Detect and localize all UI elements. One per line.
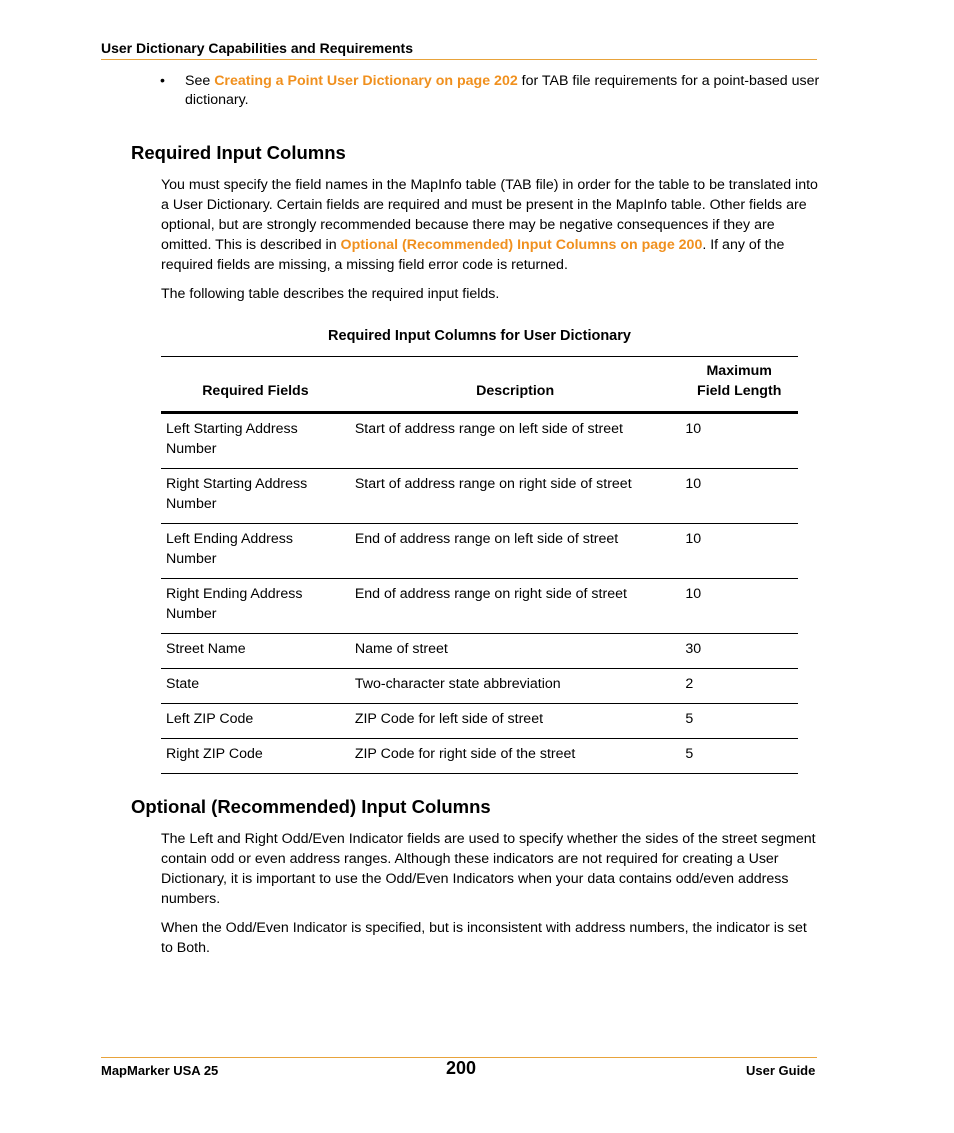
- heading-required-input-columns: Required Input Columns: [131, 142, 346, 163]
- header-max-field-length: [680, 357, 798, 413]
- cell-description: End of address range on right side of street: [350, 579, 681, 634]
- cell-field: Left Starting Address Number: [161, 413, 350, 469]
- required-intro-text-2: . If any of the required fields are missing, a missing field error code is returned.: [161, 237, 785, 273]
- table-intro-paragraph: The following table describes the required input fields.: [161, 286, 500, 302]
- link-creating-point-user-dictionary[interactable]: Creating a Point User Dictionary on page 202: [214, 73, 518, 89]
- cell-length: 30: [680, 634, 798, 669]
- cell-description: End of address range on left side of street: [350, 524, 681, 579]
- bullet-marker: •: [160, 73, 165, 89]
- bullet-suffix: for TAB file requirements for a point-based user dictionary.: [185, 73, 820, 108]
- cell-length: 2: [680, 669, 798, 704]
- cell-length: 10: [680, 469, 798, 524]
- table-row: [161, 413, 798, 469]
- cell-field: Left Ending Address Number: [161, 524, 350, 579]
- running-header-title: User Dictionary Capabilities and Requirements: [101, 40, 413, 56]
- optional-paragraph-2: When the Odd/Even Indicator is specified, but is inconsistent with address numbers, the indicator is set to Both.: [161, 920, 807, 956]
- cell-field: Left ZIP Code: [161, 704, 350, 739]
- table-caption: Required Input Columns for User Dictionary: [328, 328, 631, 344]
- footer-page-number: 200: [446, 1058, 477, 1078]
- footer-guide-name: User Guide: [746, 1063, 816, 1078]
- table-row: [161, 524, 798, 579]
- required-intro-text-1: You must specify the field names in the MapInfo table (TAB file) in order for the table to be translated into a User Dictionary. Certain fields are required and must be present in the MapInfo table. Other fields are optional, but are strongly recommended because there may be negative consequences if they are omitted. This is described in: [161, 177, 818, 253]
- footer-product-name: MapMarker USA 25: [101, 1063, 219, 1078]
- cell-length: 5: [680, 704, 798, 739]
- table-row: [161, 739, 798, 774]
- bullet-text: [185, 72, 820, 110]
- cell-field: State: [161, 669, 350, 704]
- table-row: [161, 669, 798, 704]
- table-row: [161, 469, 798, 524]
- header-max-line2: Field Length: [697, 383, 782, 399]
- table-row: [161, 634, 798, 669]
- cell-length: 10: [680, 413, 798, 469]
- cell-field: Right Starting Address Number: [161, 469, 350, 524]
- cell-description: Start of address range on right side of street: [350, 469, 681, 524]
- table-row: [161, 579, 798, 634]
- heading-optional-input-columns: Optional (Recommended) Input Columns: [131, 796, 491, 817]
- cell-length: 5: [680, 739, 798, 774]
- bullet-prefix: See: [185, 73, 215, 89]
- bullet-item: [160, 72, 820, 110]
- header-required-fields: Required Fields: [161, 357, 350, 413]
- cell-description: ZIP Code for right side of the street: [350, 739, 681, 774]
- table-header-row: [161, 357, 798, 413]
- header-description: Description: [350, 357, 681, 413]
- table-row: [161, 704, 798, 739]
- link-optional-input-columns[interactable]: Optional (Recommended) Input Columns on page 200: [340, 237, 703, 253]
- cell-description: ZIP Code for left side of street: [350, 704, 681, 739]
- optional-paragraph-1: The Left and Right Odd/Even Indicator fields are used to specify whether the sides of the street segment contain odd or even address ranges. Although these indicators are not required for creating a User Dictionary, it is important to use the Odd/Even Indicators when your data contains odd/even address numbers.: [161, 831, 816, 907]
- cell-field: Right Ending Address Number: [161, 579, 350, 634]
- required-intro-paragraph: [161, 175, 821, 275]
- header-rule: [101, 59, 817, 60]
- cell-length: 10: [680, 579, 798, 634]
- cell-description: Start of address range on left side of street: [350, 413, 681, 469]
- cell-description: Name of street: [350, 634, 681, 669]
- cell-field: Right ZIP Code: [161, 739, 350, 774]
- cell-field: Street Name: [161, 634, 350, 669]
- cell-description: Two-character state abbreviation: [350, 669, 681, 704]
- cell-length: 10: [680, 524, 798, 579]
- header-max-line1: Maximum: [706, 363, 772, 379]
- required-input-columns-table: [161, 356, 798, 774]
